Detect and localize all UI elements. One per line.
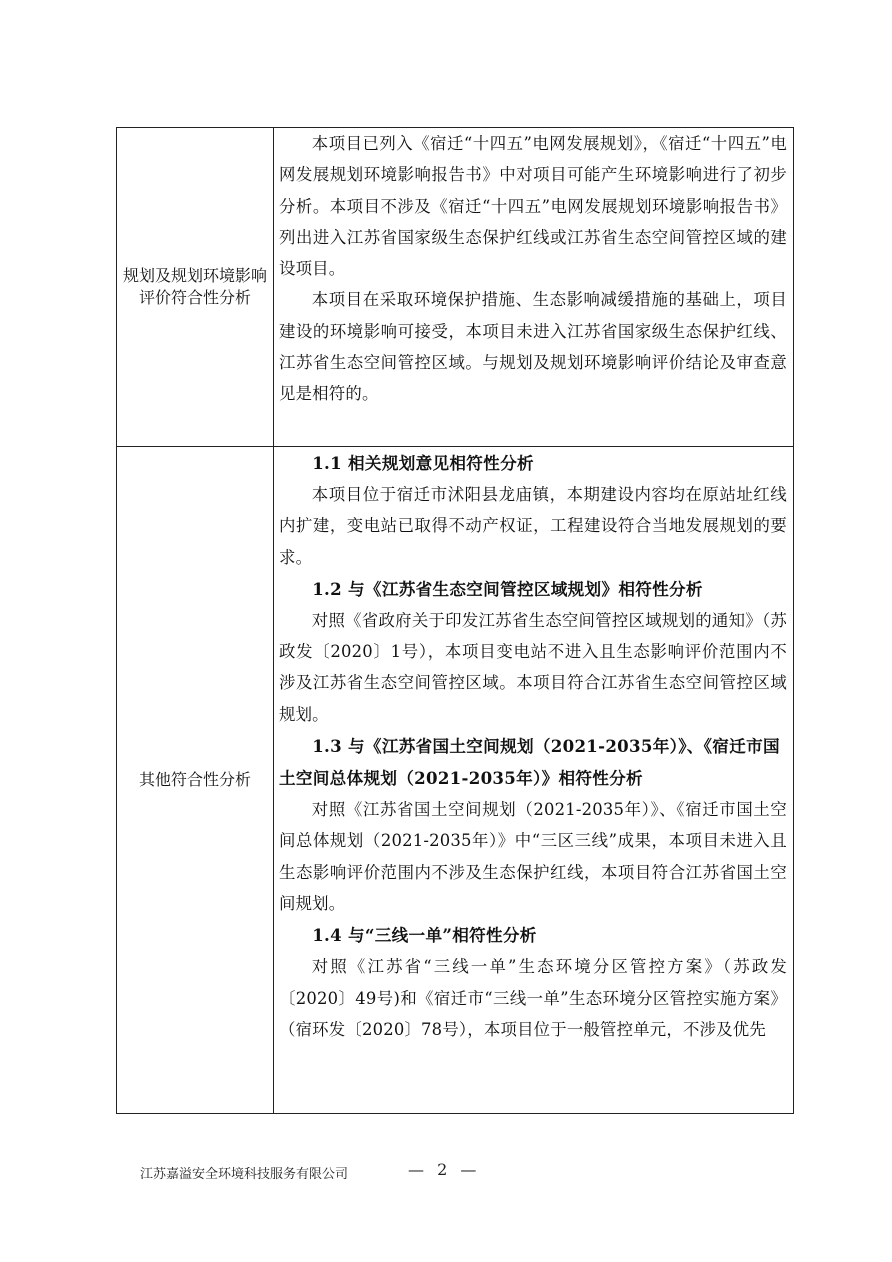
paragraph: 本项目已列入《宿迁“十四五”电网发展规划》，《宿迁“十四五”电网发展规划环境影响报告书》中对项目可能产生环境影响进行了初步分析。本项目不涉及《宿迁“十四五”电网发展规划环境影响报告书》列出进入江苏省国家级生态保护红线或江苏省生态空间管控区域的建设项目。 [279, 134, 787, 279]
paragraph: 对照《江苏省国土空间规划（2021-2035年）》、《宿迁市国土空间总体规划（2021-2035年）》中“三区三线”成果，本项目未进入且生态影响评价范围内不涉及生态保护红线，本项目符合江苏省国土空间规划。 [279, 800, 787, 913]
row-content [274, 447, 794, 1114]
section-heading: 1.4 与“三线一单”相符性分析 [312, 925, 537, 946]
section-heading: 1.3 与《江苏省国土空间规划（2021-2035年）》、《宿迁市国土空间总体规划（2021-2035年）》相符性分析 [279, 736, 780, 789]
section-heading: 1.2 与《江苏省生态空间管控区域规划》相符性分析 [312, 578, 703, 599]
paragraph: 对照《江苏省“三线一单”生态环境分区管控方案》（苏政发〔2020〕49号)和《宿迁市“三线一单”生态环境分区管控实施方案》（宿环发〔2020〕78号），本项目位于一般管控单元，不涉及优先 [279, 957, 787, 1039]
section-heading: 1.1 相关规划意见相符性分析 [312, 453, 534, 473]
paragraph: 本项目位于宿迁市沭阳县龙庙镇，本期建设内容均在原站址红线内扩建，变电站已取得不动产权证，工程建设符合当地发展规划的要求。 [279, 485, 787, 567]
document-table [116, 127, 794, 1114]
footer-company: 江苏嘉溢安全环境科技服务有限公司 [140, 1167, 349, 1182]
table-row [117, 128, 794, 447]
row-label: 规划及规划环境影响评价符合性分析 [117, 128, 274, 447]
paragraph: 本项目在采取环境保护措施、生态影响减缓措施的基础上，项目建设的环境影响可接受，本项目未进入江苏省国家级生态保护红线、江苏省生态空间管控区域。与规划及规划环境影响评价结论及审查意见是相符的。 [279, 290, 787, 404]
row-label: 其他符合性分析 [117, 447, 274, 1114]
page-number: — 2 — [408, 1160, 481, 1179]
row-content [274, 128, 794, 447]
table-row [117, 447, 794, 1114]
paragraph: 对照《省政府关于印发江苏省生态空间管控区域规划的通知》（苏政发〔2020〕1号），本项目变电站不进入且生态影响评价范围内不涉及江苏省生态空间管控区域。本项目符合江苏省生态空间管控区域规划。 [279, 610, 787, 724]
